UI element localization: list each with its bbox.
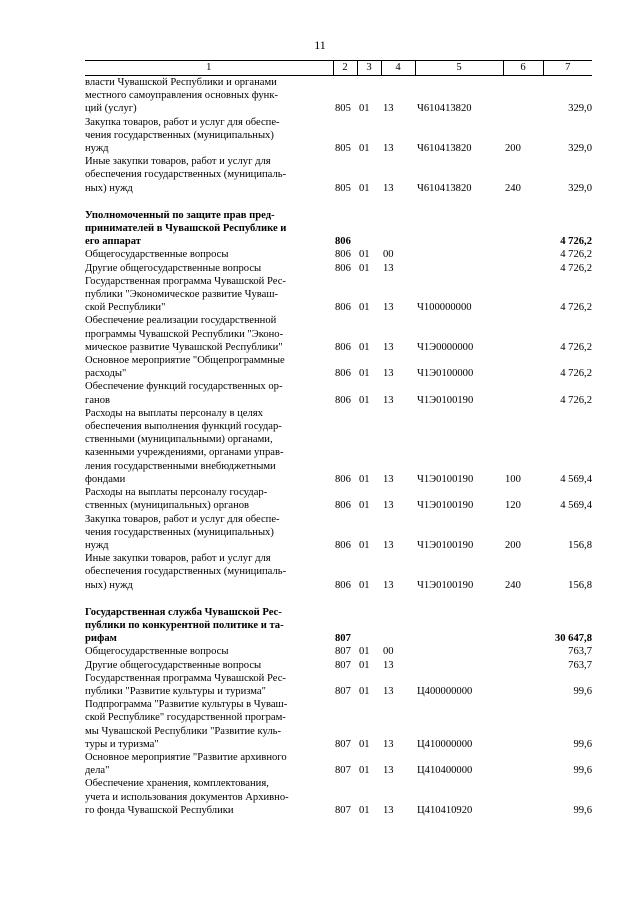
row-amount: 30 647,8 — [554, 633, 592, 645]
row-name: Обеспечение реализации государственной программы Чувашской Республики "Эконо- мическое развитие Чувашской Республики" — [85, 315, 284, 353]
row-subsection: 13 — [383, 143, 394, 155]
row-subsection: 13 — [383, 685, 394, 697]
row-subsection: 13 — [383, 500, 394, 512]
row-subsection: 00 — [383, 646, 394, 658]
row-expense-type — [503, 275, 543, 315]
row-subsection: 13 — [383, 341, 394, 353]
table-row — [85, 486, 592, 512]
row-section — [357, 209, 381, 249]
table-row — [85, 659, 592, 672]
row-amount: 4 726,2 — [560, 394, 592, 406]
table-row — [85, 155, 592, 195]
row-expense-type: 240 — [505, 182, 521, 194]
row-expense-type — [503, 248, 543, 261]
row-section: 01 — [359, 685, 370, 697]
row-expense-type — [503, 659, 543, 672]
row-target-article: Ч1Э0100190 — [417, 579, 474, 591]
row-target-article: Ц410400000 — [417, 765, 473, 777]
spacer-row — [85, 592, 592, 606]
table-row — [85, 275, 592, 315]
row-subsection: 13 — [383, 804, 394, 816]
row-name: Иные закупки товаров, работ и услуг для обеспечения государственных (муниципаль- ных) нужд — [85, 553, 287, 591]
row-name: Другие общегосударственные вопросы — [85, 262, 262, 274]
row-subsection: 13 — [383, 262, 394, 274]
row-amount: 4 726,2 — [560, 249, 592, 261]
row-expense-type — [503, 262, 543, 275]
row-target-article — [415, 262, 503, 275]
row-subsection: 13 — [383, 103, 394, 115]
row-subsection: 13 — [383, 182, 394, 194]
table-row — [85, 645, 592, 658]
row-subsection: 13 — [383, 738, 394, 750]
spacer-cell — [85, 195, 592, 209]
table-row — [85, 777, 592, 817]
row-amount: 99,6 — [573, 804, 592, 816]
row-section: 01 — [359, 368, 370, 380]
row-expense-type — [503, 698, 543, 751]
row-target-article: Ц400000000 — [417, 685, 473, 697]
row-amount: 4 726,2 — [560, 341, 592, 353]
row-section: 01 — [359, 143, 370, 155]
row-name: Обеспечение хранения, комплектования, учета и использования документов Архивно- го фонда Чувашской Республики — [85, 778, 289, 816]
row-name: Расходы на выплаты персоналу в целях обеспечения выполнения функций государ- ственными (муниципальными) органами, казенными учреждениями, органами управ- ления государственными внебюджетными фондами — [85, 407, 284, 485]
header-col-4: 4 — [381, 61, 415, 76]
row-section: 01 — [359, 182, 370, 194]
row-name: Общегосударственные вопросы — [85, 249, 229, 261]
row-ministry-code: 806 — [335, 394, 351, 406]
section-header-row — [85, 209, 592, 249]
row-amount: 4 569,4 — [560, 473, 592, 485]
spacer-row — [85, 195, 592, 209]
row-expense-type — [503, 314, 543, 354]
row-expense-type — [503, 380, 543, 406]
row-amount: 763,7 — [568, 646, 592, 658]
row-ministry-code: 806 — [335, 302, 351, 314]
table-row — [85, 116, 592, 156]
row-name: Государственная программа Чувашской Рес- публики "Экономическое развитие Чуваш- ской Республики" — [85, 275, 286, 314]
row-ministry-code: 806 — [335, 368, 351, 380]
row-name: Основное мероприятие "Общепрограммные расходы" — [85, 355, 285, 380]
row-amount: 763,7 — [568, 659, 592, 671]
row-name: Другие общегосударственные вопросы — [85, 659, 262, 671]
row-subsection: 13 — [383, 302, 394, 314]
budget-table — [85, 60, 592, 817]
row-subsection: 13 — [383, 394, 394, 406]
row-ministry-code: 806 — [335, 473, 351, 485]
row-expense-type — [503, 76, 543, 116]
table-body — [85, 76, 592, 817]
row-ministry-code: 806 — [335, 500, 351, 512]
row-ministry-code: 807 — [335, 765, 351, 777]
row-subsection: 13 — [383, 659, 394, 671]
row-name: Государственная служба Чувашской Рес- публики по конкурентной политике и та- рифам — [85, 606, 284, 645]
row-ministry-code: 805 — [335, 182, 351, 194]
header-col-5: 5 — [415, 61, 503, 76]
row-section: 01 — [359, 103, 370, 115]
row-section: 01 — [359, 646, 370, 658]
row-subsection: 13 — [383, 579, 394, 591]
row-section: 01 — [359, 473, 370, 485]
row-amount: 99,6 — [573, 738, 592, 750]
row-name: власти Чувашской Республики и органами местного самоуправления основных функ- ций (услуг) — [85, 77, 279, 115]
row-subsection: 13 — [383, 765, 394, 777]
row-ministry-code: 807 — [335, 738, 351, 750]
row-target-article — [415, 645, 503, 658]
row-amount: 4 726,2 — [560, 368, 592, 380]
row-ministry-code: 807 — [335, 685, 351, 697]
row-subsection: 13 — [383, 539, 394, 551]
row-expense-type — [503, 606, 543, 646]
row-target-article: Ч610413820 — [417, 182, 472, 194]
table-row — [85, 513, 592, 553]
row-name: Уполномоченный по защите прав пред- принимателей в Чувашской Республике и его аппарат — [85, 209, 287, 248]
row-amount: 156,8 — [568, 539, 592, 551]
row-subsection — [381, 209, 415, 249]
header-col-2: 2 — [333, 61, 357, 76]
row-expense-type: 100 — [505, 473, 521, 485]
row-target-article: Ч1Э0000000 — [417, 341, 474, 353]
row-section: 01 — [359, 394, 370, 406]
row-target-article: Ч1Э0100190 — [417, 539, 474, 551]
table-row — [85, 76, 592, 116]
row-target-article: Ч1Э0100190 — [417, 473, 474, 485]
row-expense-type: 120 — [505, 500, 521, 512]
row-subsection: 13 — [383, 368, 394, 380]
header-col-6: 6 — [503, 61, 543, 76]
row-ministry-code: 806 — [335, 262, 351, 274]
row-expense-type — [503, 209, 543, 249]
row-amount: 329,0 — [568, 103, 592, 115]
row-name: Иные закупки товаров, работ и услуг для обеспечения государственных (муниципаль- ных) нужд — [85, 156, 287, 194]
row-expense-type — [503, 672, 543, 698]
table-row — [85, 751, 592, 777]
row-ministry-code: 805 — [335, 143, 351, 155]
row-section: 01 — [359, 659, 370, 671]
row-name: Закупка товаров, работ и услуг для обеспе- чения государственных (муниципальных) нужд — [85, 513, 280, 551]
table-row — [85, 672, 592, 698]
row-target-article: Ч1Э0100000 — [417, 368, 474, 380]
row-ministry-code: 807 — [335, 633, 351, 645]
row-ministry-code: 806 — [335, 249, 351, 261]
row-ministry-code: 805 — [335, 103, 351, 115]
table-row — [85, 314, 592, 354]
row-name: Обеспечение функций государственных ор- ганов — [85, 381, 283, 406]
row-ministry-code: 806 — [335, 236, 351, 248]
row-amount: 99,6 — [573, 765, 592, 777]
table-row — [85, 380, 592, 406]
row-target-article — [415, 659, 503, 672]
row-subsection — [381, 606, 415, 646]
row-name: Расходы на выплаты персоналу государ- ственных (муниципальных) органов — [85, 487, 268, 512]
row-subsection: 13 — [383, 473, 394, 485]
row-name: Закупка товаров, работ и услуг для обеспе- чения государственных (муниципальных) нужд — [85, 116, 280, 155]
row-target-article: Ч610413820 — [417, 143, 472, 155]
table-header-row — [85, 61, 592, 76]
row-section: 01 — [359, 302, 370, 314]
row-section: 01 — [359, 738, 370, 750]
row-target-article: Ч1Э0100190 — [417, 500, 474, 512]
table-row — [85, 262, 592, 275]
row-amount: 156,8 — [568, 579, 592, 591]
row-target-article — [415, 209, 503, 249]
row-ministry-code: 806 — [335, 579, 351, 591]
row-name: Основное мероприятие "Развитие архивного дела" — [85, 751, 287, 777]
row-target-article — [415, 606, 503, 646]
row-expense-type — [503, 777, 543, 817]
table-row — [85, 407, 592, 486]
row-subsection: 00 — [383, 249, 394, 261]
row-target-article: Ч1Э0100190 — [417, 394, 474, 406]
row-section: 01 — [359, 539, 370, 551]
section-header-row — [85, 606, 592, 646]
row-amount: 329,0 — [568, 182, 592, 194]
row-section: 01 — [359, 804, 370, 816]
row-amount: 4 569,4 — [560, 500, 592, 512]
row-expense-type — [503, 354, 543, 380]
row-amount: 4 726,2 — [560, 236, 592, 248]
row-name: Общегосударственные вопросы — [85, 646, 229, 658]
row-section: 01 — [359, 500, 370, 512]
row-ministry-code: 806 — [335, 341, 351, 353]
row-target-article: Ч610413820 — [417, 103, 472, 115]
table-row — [85, 354, 592, 380]
row-amount: 4 726,2 — [560, 262, 592, 274]
page-number: 11 — [314, 38, 326, 52]
row-section: 01 — [359, 765, 370, 777]
spacer-cell — [85, 592, 592, 606]
row-expense-type: 240 — [505, 579, 521, 591]
row-ministry-code: 807 — [335, 646, 351, 658]
row-name: Государственная программа Чувашской Рес- публики "Развитие культуры и туризма" — [85, 672, 286, 697]
row-amount: 99,6 — [573, 685, 592, 697]
header-col-3: 3 — [357, 61, 381, 76]
table-row — [85, 698, 592, 751]
row-target-article — [415, 248, 503, 261]
row-ministry-code: 806 — [335, 539, 351, 551]
header-col-1: 1 — [85, 61, 333, 76]
header-col-7: 7 — [543, 61, 592, 76]
row-target-article: Ч100000000 — [417, 302, 472, 314]
row-expense-type: 200 — [505, 143, 521, 155]
row-target-article: Ц410000000 — [417, 738, 473, 750]
row-ministry-code: 807 — [335, 659, 351, 671]
row-expense-type — [503, 751, 543, 777]
row-name: Подпрограмма "Развитие культуры в Чуваш- ской Республике" государственной програм- мы Чувашской Республики "Развитие куль- туры и туризма" — [85, 699, 288, 750]
row-section: 01 — [359, 579, 370, 591]
row-expense-type — [503, 645, 543, 658]
row-ministry-code: 807 — [335, 804, 351, 816]
row-expense-type: 200 — [505, 539, 521, 551]
table-row — [85, 552, 592, 592]
row-section: 01 — [359, 341, 370, 353]
row-amount: 329,0 — [568, 143, 592, 155]
row-section: 01 — [359, 262, 370, 274]
row-section — [357, 606, 381, 646]
row-amount: 4 726,2 — [560, 302, 592, 314]
table-row — [85, 248, 592, 261]
row-section: 01 — [359, 249, 370, 261]
row-target-article: Ц410410920 — [417, 804, 473, 816]
